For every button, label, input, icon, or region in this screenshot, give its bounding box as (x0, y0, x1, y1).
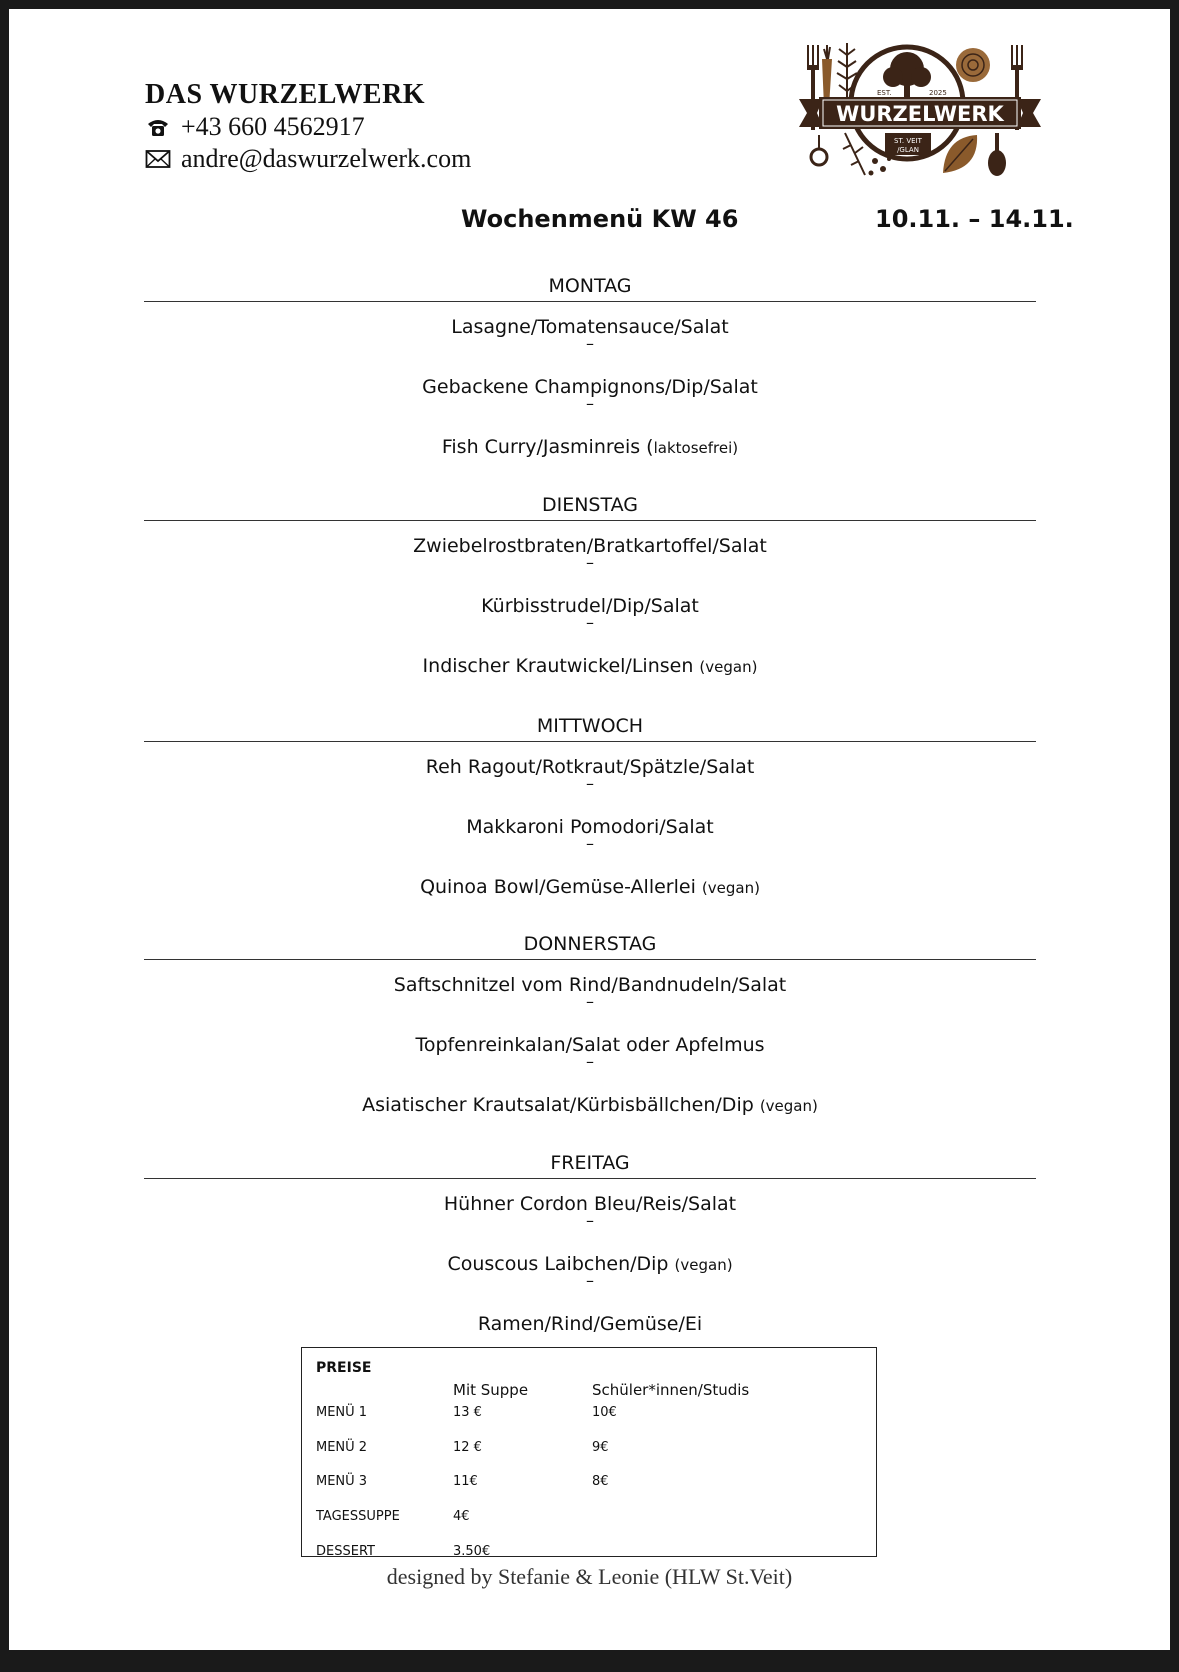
dish-separator: – (586, 334, 594, 353)
dish-name: Gebackene Champignons/Dip/Salat (422, 376, 758, 398)
dish-item (144, 613, 1036, 701)
price-row (316, 1405, 876, 1425)
phone-number: +43 660 4562917 (181, 112, 365, 141)
wurzelwerk-logo (795, 37, 1045, 189)
dish-name: Fish Curry/Jasminreis ( (441, 436, 654, 458)
phone-icon (145, 117, 171, 137)
dish-item (144, 1052, 1036, 1140)
price-student: 8€ (592, 1474, 609, 1489)
price-row (316, 1440, 876, 1460)
dish-item (144, 834, 1036, 922)
price-soup: 4€ (453, 1509, 470, 1524)
dish-separator: – (586, 992, 594, 1011)
day-mittwoch (144, 711, 1036, 922)
dish-name: Hühner Cordon Bleu/Reis/Salat (443, 1193, 737, 1215)
logo-year: 2025 (929, 89, 947, 97)
email-address: andre@daswurzelwerk.com (181, 144, 472, 173)
price-col-soup: Mit Suppe (453, 1381, 529, 1399)
day-heading: MONTAG (144, 271, 1036, 302)
price-soup: 13 € (453, 1405, 482, 1420)
dish-item (144, 302, 1036, 362)
dish-item (144, 1211, 1036, 1299)
dish-item (144, 742, 1036, 802)
design-credit: designed by Stefanie & Leonie (HLW St.Veit) (386, 1564, 793, 1589)
price-row (316, 1544, 876, 1557)
price-label: DESSERT (316, 1544, 375, 1557)
dish-name: Makkaroni Pomodori/Salat (466, 816, 714, 838)
dish-item (144, 774, 1036, 862)
dish-separator: – (586, 613, 594, 632)
dish-item (144, 334, 1036, 422)
day-freitag (144, 1148, 1036, 1359)
envelope-icon (145, 149, 171, 169)
price-student: 9€ (592, 1440, 609, 1455)
price-soup: 3.50€ (453, 1544, 491, 1557)
contact-block (145, 79, 471, 175)
dish-name: Quinoa Bowl/Gemüse-Allerlei (420, 876, 696, 898)
dish-name: Ramen/Rind/Gemüse/Ei (477, 1313, 703, 1335)
price-heading: PREISE (316, 1360, 372, 1376)
dish-item (144, 960, 1036, 1020)
dish-name: Asiatischer Krautsalat/Kürbisbällchen/Dip (362, 1094, 754, 1116)
dish-separator: – (586, 1211, 594, 1230)
date-range: 10.11. – 14.11. (875, 205, 1074, 233)
price-row (316, 1474, 876, 1494)
dish-name: Reh Ragout/Rotkraut/Spätzle/Salat (425, 756, 755, 778)
phone-row (145, 111, 471, 143)
brand-name: DAS WURZELWERK (145, 79, 426, 110)
week-title: Wochenmenü KW 46 (461, 205, 739, 233)
dish-note: (vegan) (701, 879, 760, 897)
dish-note: (vegan) (699, 658, 758, 676)
email-row (145, 143, 471, 175)
price-row (316, 1509, 876, 1529)
dish-note: laktosefrei) (653, 439, 739, 457)
logo-est: EST. (877, 89, 892, 97)
price-student: 10€ (592, 1405, 617, 1420)
price-table (301, 1347, 877, 1557)
dish-separator: – (586, 1052, 594, 1071)
price-label: MENÜ 2 (316, 1440, 368, 1455)
dish-item (144, 394, 1036, 482)
day-donnerstag (144, 929, 1036, 1140)
dish-separator: – (586, 834, 594, 853)
day-dienstag (144, 490, 1036, 701)
day-heading: DIENSTAG (144, 490, 1036, 521)
dish-name: Indischer Krautwickel/Linsen (422, 655, 694, 677)
dish-item (144, 1179, 1036, 1239)
dish-item (144, 992, 1036, 1080)
dish-name: Saftschnitzel vom Rind/Bandnudeln/Salat (393, 974, 787, 996)
day-heading: DONNERSTAG (144, 929, 1036, 960)
wood-slice-icon (956, 48, 990, 82)
price-label: MENÜ 3 (316, 1474, 368, 1489)
price-soup: 11€ (453, 1474, 478, 1489)
dish-name: Zwiebelrostbraten/Bratkartoffel/Salat (413, 535, 767, 557)
dish-separator: – (586, 774, 594, 793)
dish-note: (vegan) (674, 1256, 733, 1274)
logo-place-2: /GLAN (897, 146, 919, 154)
dish-separator: – (586, 1271, 594, 1290)
dish-item (144, 521, 1036, 581)
price-soup: 12 € (453, 1440, 482, 1455)
day-heading: FREITAG (144, 1148, 1036, 1179)
spoon-icon (988, 133, 1006, 176)
logo-wordmark: WURZELWERK (836, 102, 1004, 126)
logo-place-1: ST. VEIT (894, 137, 922, 145)
dish-item (144, 553, 1036, 641)
price-label: TAGESSUPPE (316, 1509, 400, 1524)
dish-name: Kürbisstrudel/Dip/Salat (481, 595, 699, 617)
day-montag (144, 271, 1036, 482)
dish-separator: – (586, 394, 594, 413)
price-label: MENÜ 1 (316, 1405, 368, 1420)
price-col-students: Schüler*innen/Studis (592, 1381, 750, 1399)
dish-note: (vegan) (759, 1097, 818, 1115)
dish-name: Couscous Laibchen/Dip (447, 1253, 669, 1275)
dish-name: Lasagne/Tomatensauce/Salat (451, 316, 729, 338)
seeds-icon (869, 157, 892, 176)
menu-page (9, 9, 1170, 1650)
day-heading: MITTWOCH (144, 711, 1036, 742)
dish-name: Topfenreinkalan/Salat oder Apfelmus (415, 1034, 765, 1056)
dish-separator: – (586, 553, 594, 572)
beet-icon (811, 135, 827, 165)
